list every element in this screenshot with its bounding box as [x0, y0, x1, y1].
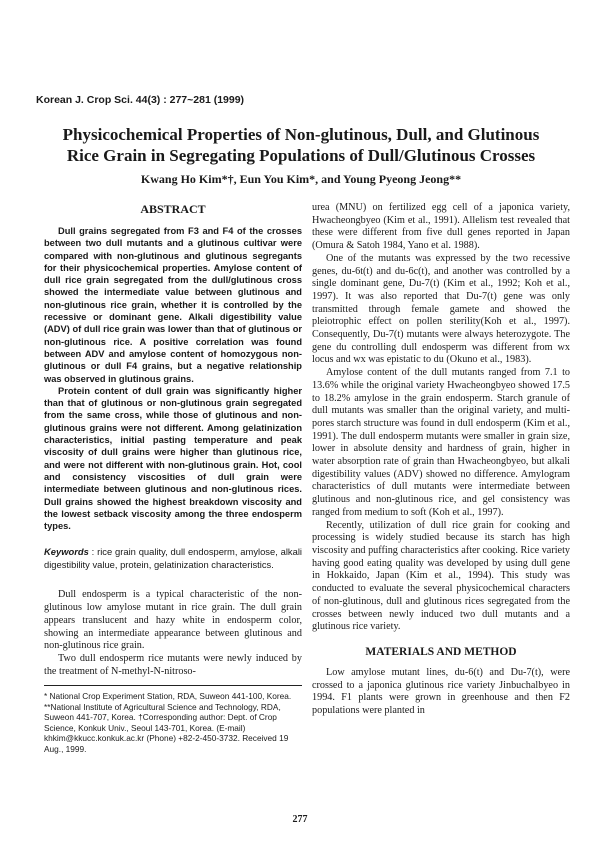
right-paragraph-2: One of the mutants was expressed by the two recessive genes, du-6t(t) and du-6c(t), and another was controlled by a single dominant gene, Du-7(t) (Kim et al., 1992; Koh et al., 1997). It was also reported that Du-7(t) gene was only transmitted through female gamete and showed the pleiotrophic effect on pollen sterility(Koh et al., 1997). Consequently, Du-7(t) mutants were always heterozygote. The gene du controlling dull endosperm was different from wx locus and wx was epistatic to du (Okuno et al., 1983). [312, 252, 570, 366]
intro-paragraph-1: Dull endosperm is a typical characteristic of the non-glutinous low amylose mutant in rice grain. The dull grain appears translucent and hazy white in endosperm color, showing an intermediate appearance between glutinous and non-glutinous rice grain. [44, 589, 302, 652]
right-paragraph-4: Recently, utilization of dull rice grain for cooking and processing is widely studied because its starch has high viscosity and puffing characteristics after cooking. Rice variety having good eating quality was developed by using dull gene in Hokkaido, Japan (Kim et al., 1994). This study was conducted to evaluate the several physicochemical characters of non-glutinous, dull and glutinous rices segregated from the crosses between newly induced two dull mutants and a glutinous rice variety. [312, 519, 570, 633]
footnote: * National Crop Experiment Station, RDA, Suweon 441-100, Korea. **National Institute of Agricultural Science and Technology, RDA, Suweon 441-707, Korea. †Corresponding author: Dept. of Crop Science, Konkuk Univ., Seoul 143-701, Korea. (E-mail) khkim@kkucc.konkuk.ac.kr (Phone) +82-2-450-3732. Received 19 Aug., 1999. [44, 685, 302, 754]
methods-paragraph-1: Low amylose mutant lines, du-6(t) and Du-7(t), were crossed to a japonica glutinous rice variety Jinbuchalbyeo in 1994. F1 plants were grown in greenhouse and then F2 populations were planted in [312, 666, 570, 717]
abstract-paragraph-1: Dull grains segregated from F3 and F4 of the crosses between two dull mutants and a glutinous cultivar were compared with non-glutinous and glutinous segregants for their physicochemical properties. Amylose content of dull rice grain segregated from the dull/glutinous cross showed the intermediate value between glutinous and non-glutinous rice grain, whether it is controlled by the recessive or dominant gene. Alkali digestibility value (ADV) of dull rice grain was lower than that of glutinous or non-glutinous rice. A positive correlation was found between ADV and amylose content of homozygous non-glutinous or dull F4 grains, but a negative relationship was observed in glutinous grains. [44, 226, 302, 384]
author-list: Kwang Ho Kim*†, Eun You Kim*, and Young Pyeong Jeong** [140, 172, 462, 186]
journal-header: Korean J. Crop Sci. 44(3) : 277~281 (1999) [36, 94, 245, 106]
intro-paragraph-2: Two dull endosperm rice mutants were newly induced by the treatment of N-methyl-N-nitroso- [44, 652, 302, 677]
left-column [44, 202, 302, 678]
keywords-text: : rice grain quality, dull endosperm, amylose, alkali digestibility value, protein, gelatinization characteristics. [44, 546, 303, 570]
page-number: 277 [292, 814, 308, 825]
right-paragraph-1: urea (MNU) on fertilized egg cell of a japonica variety, Hwacheongbyeo (Kim et al., 1991). Allelism test revealed that these were different from five dull genes reported in Japan (Omura & Satoh 1984, Yano et al. 1988). [312, 202, 570, 252]
paper-title [40, 124, 562, 166]
introduction [44, 589, 302, 678]
title-line-2: Rice Grain in Segregating Populations of Dull/Glutinous Crosses [66, 146, 536, 165]
right-paragraph-3: Amylose content of the dull mutants ranged from 7.1 to 13.6% while the original variety Hwacheongbyeo showed 17.5 to 18.2% amylose in the grain endosperm. Starch granule of dull mutants was smaller than the original variety, and multi-pores starch structure was found in dull endosperm (Kim et al., 1991). The dull endosperm mutants were smaller in grain size, lower in absolute density and hardness of grain, higher in water absorption rate of grain than Hwacheongbyeo, but alkali digestibility values (ADV) showed no difference. Amylogram characteristics of dull mutants were intermediate between glutinous and non-glutinous rice, and gel consistency was ranged from medium to soft (Koh et al., 1997). [312, 367, 570, 518]
keywords-label: Keywords [44, 546, 89, 558]
title-line-1: Physicochemical Properties of Non-glutinous, Dull, and Glutinous [62, 125, 540, 144]
abstract-paragraph-2: Protein content of dull grain was significantly higher than that of glutinous or non-glutinous grain segregated from the same cross, while those of glutinous and non-glutinous grains were not different. Among gelatinization characteristics, initial pasting temperature and peak viscosity of dull grains were higher than glutinous rice, and were not different with non-glutinous grain. Hot, cool and consistency viscosities of dull grain were intermediate between glutinous and non-glutinous rices. Dull grains showed the highest breakdown viscosity and the lowest setback viscosity among the three endosperm types. [44, 385, 302, 532]
right-column [312, 202, 570, 718]
abstract-body [44, 225, 302, 532]
methods-heading: MATERIALS AND METHOD [365, 645, 517, 658]
keywords [44, 546, 302, 571]
abstract-heading: ABSTRACT [140, 202, 206, 216]
